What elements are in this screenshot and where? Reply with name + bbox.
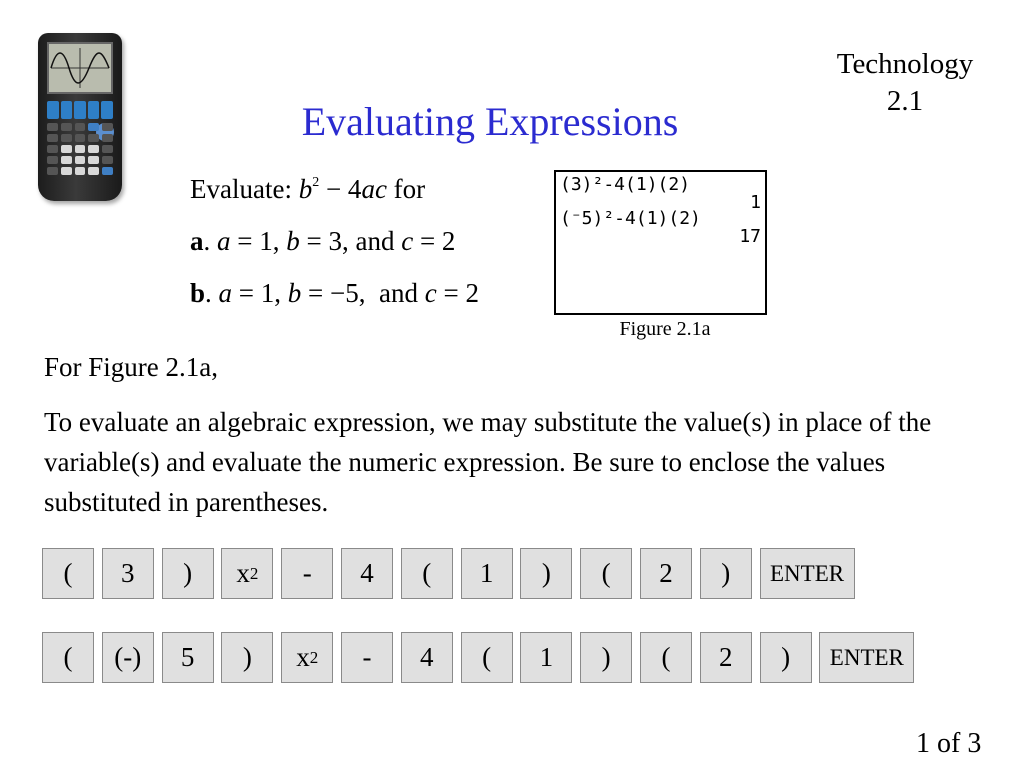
key-minus[interactable]: - [281, 548, 333, 599]
key-close-paren[interactable]: ) [520, 548, 572, 599]
key-open-paren[interactable]: ( [42, 632, 94, 683]
expr-exponent: 2 [312, 175, 320, 190]
key-2[interactable]: 2 [640, 548, 692, 599]
key-open-paren[interactable]: ( [461, 632, 513, 683]
corner-label-line1: Technology [836, 48, 974, 80]
key-open-paren[interactable]: ( [401, 548, 453, 599]
expr-ac: ac [361, 174, 387, 204]
screen-result-1: 1 [750, 192, 761, 213]
key-x-label: x [296, 642, 310, 672]
expr-minus-four: − 4 [325, 174, 362, 204]
key-enter[interactable]: ENTER [760, 548, 855, 599]
part-b-c-value: 2 [465, 278, 479, 308]
part-a: a. a = 1, b = 3, and c = 2 [190, 226, 456, 256]
part-b-b-value: −5 [330, 278, 359, 308]
screen-result-2: 17 [739, 226, 761, 247]
key-2[interactable]: 2 [700, 632, 752, 683]
key-close-paren[interactable]: ) [162, 548, 214, 599]
calculator-keypad [47, 123, 113, 193]
figure-caption: Figure 2.1a [619, 318, 711, 340]
page-title: Evaluating Expressions [301, 99, 679, 144]
evaluate-prefix: Evaluate: [190, 174, 292, 204]
keystroke-row-1 [42, 548, 855, 599]
screen-expr-2: (⁻5)²-4(1)(2) [560, 208, 701, 229]
key-x-label: x [236, 558, 250, 588]
expr-b: b [298, 174, 313, 204]
part-b-a-value: 1 [260, 278, 275, 308]
key-close-paren[interactable]: ) [580, 632, 632, 683]
key-close-paren[interactable]: ) [760, 632, 812, 683]
key-1[interactable]: 1 [520, 632, 572, 683]
key-open-paren[interactable]: ( [640, 632, 692, 683]
key-5[interactable]: 5 [162, 632, 214, 683]
keystroke-row-2 [42, 632, 914, 683]
corner-label [800, 46, 1010, 120]
corner-label-line2: 2.1 [886, 85, 924, 117]
key-x-exponent: 2 [309, 647, 319, 667]
key-open-paren[interactable]: ( [580, 548, 632, 599]
part-b: b. a = 1, b = −5, and c = 2 [190, 278, 479, 308]
part-a-a-value: 1 [259, 226, 273, 256]
key-x-exponent: 2 [249, 563, 259, 583]
body-lead: For Figure 2.1a, [44, 352, 218, 382]
part-a-c-value: 2 [441, 226, 456, 256]
key-x-squared[interactable] [281, 632, 333, 683]
key-close-paren[interactable]: ) [700, 548, 752, 599]
key-enter[interactable]: ENTER [819, 632, 914, 683]
key-close-paren[interactable]: ) [221, 632, 273, 683]
part-b-label: b [190, 278, 206, 308]
calculator-screen [47, 42, 113, 94]
part-a-b-value: 3 [328, 226, 342, 256]
screen-expr-1: (3)²-4(1)(2) [560, 174, 691, 195]
page-number: 1 of 3 [916, 728, 982, 759]
key-x-squared[interactable] [221, 548, 273, 599]
key-4[interactable]: 4 [401, 632, 453, 683]
calculator-top-keys [47, 101, 113, 119]
key-open-paren[interactable]: ( [42, 548, 94, 599]
key-negative[interactable]: (-) [102, 632, 154, 683]
key-minus[interactable]: - [341, 632, 393, 683]
key-4[interactable]: 4 [341, 548, 393, 599]
body-paragraph: To evaluate an algebraic expression, we may substitute the value(s) in place of the variable(s) and evaluate the numeric expression. Be sure to enclose the values substituted in parentheses. [44, 407, 932, 517]
key-1[interactable]: 1 [461, 548, 513, 599]
calculator-image [38, 33, 122, 201]
calculator-output-screen [554, 170, 767, 315]
evaluate-suffix: for [393, 174, 426, 204]
evaluate-prompt [190, 174, 425, 205]
part-a-label: a [190, 226, 204, 256]
key-3[interactable]: 3 [102, 548, 154, 599]
